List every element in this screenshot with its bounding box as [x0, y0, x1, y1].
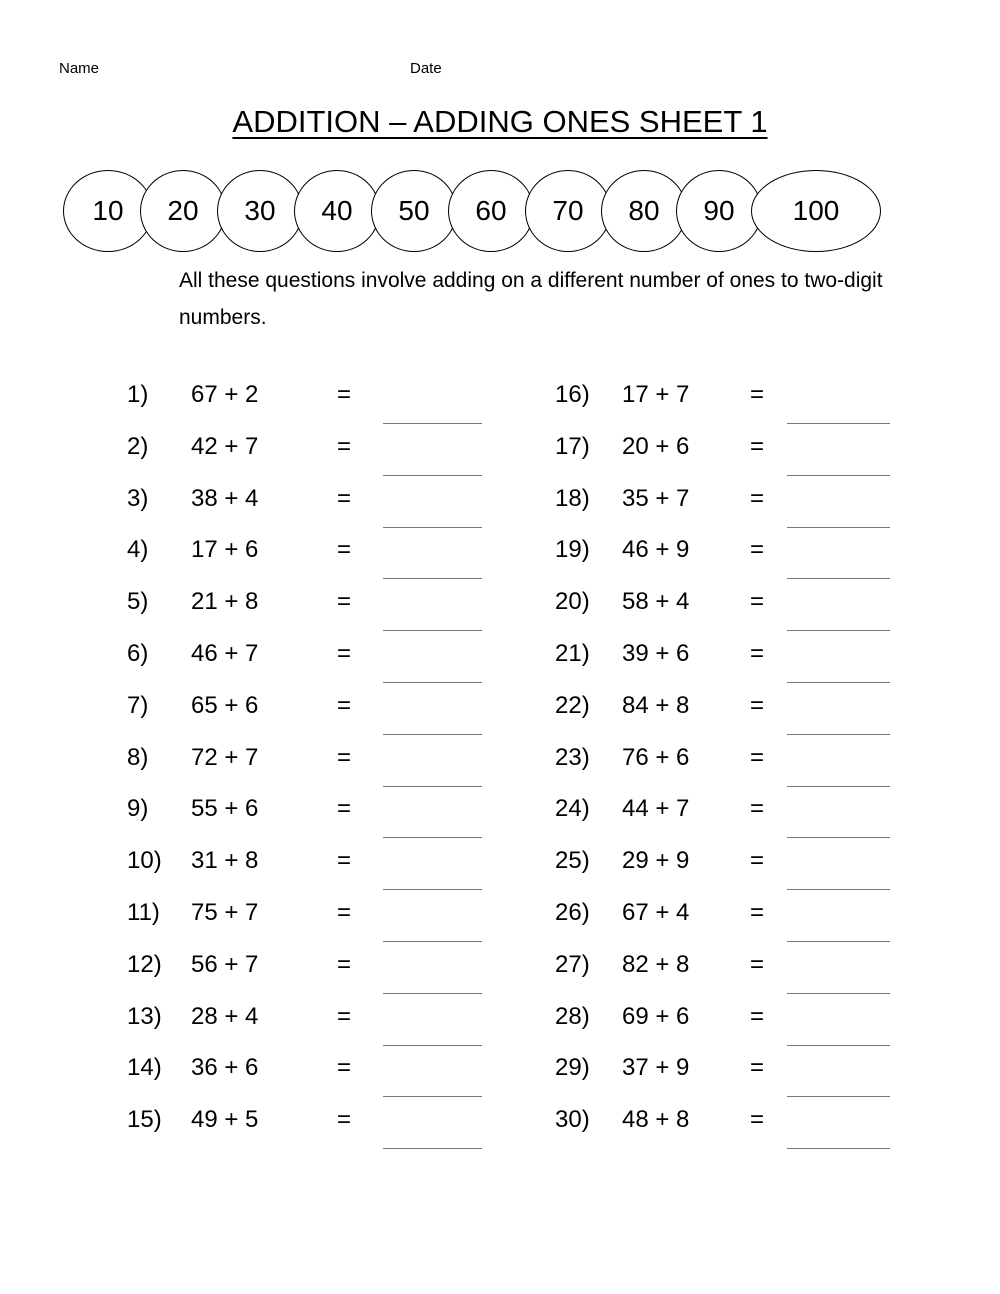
equals-sign: = [337, 795, 352, 823]
number-line [0, 170, 1000, 254]
page-title: ADDITION – ADDING ONES SHEET 1 [232, 104, 768, 139]
question-number: 1) [127, 381, 149, 408]
question-expression: 82 + 8 [622, 950, 690, 978]
equals-sign: = [750, 1054, 765, 1082]
question-expression: 72 + 7 [191, 743, 259, 771]
answer-blank[interactable] [383, 889, 482, 890]
equals-sign: = [750, 1002, 765, 1030]
answer-blank[interactable] [787, 423, 890, 424]
answer-blank[interactable] [383, 1045, 482, 1046]
question-row [0, 692, 1000, 722]
answer-blank[interactable] [383, 682, 482, 683]
question-number: 5) [127, 588, 149, 616]
question-number: 19) [555, 536, 590, 564]
answer-blank[interactable] [787, 1045, 890, 1046]
question-expression: 75 + 7 [191, 899, 259, 926]
question-number: 29) [555, 1054, 590, 1082]
question-number: 6) [127, 640, 149, 667]
answer-blank[interactable] [787, 941, 890, 942]
equals-sign: = [337, 899, 352, 926]
answer-blank[interactable] [787, 837, 890, 838]
equals-sign: = [337, 640, 352, 667]
question-expression: 21 + 8 [191, 588, 259, 616]
equals-sign: = [750, 691, 765, 719]
question-expression: 84 + 8 [622, 691, 690, 719]
number-oval: 70 [525, 170, 611, 252]
equals-sign: = [337, 743, 352, 771]
question-number: 24) [555, 795, 590, 823]
question-number: 17) [555, 432, 590, 460]
answer-blank[interactable] [383, 993, 482, 994]
answer-blank[interactable] [787, 475, 890, 476]
question-number: 21) [555, 640, 590, 667]
equals-sign: = [337, 847, 352, 875]
number-oval: 80 [601, 170, 687, 252]
instructions: All these questions involve adding on a different number of ones to two-digit numbers. [179, 269, 883, 329]
question-number: 12) [127, 950, 162, 978]
equals-sign: = [337, 1054, 352, 1082]
question-row [0, 1003, 1000, 1033]
answer-blank[interactable] [383, 1096, 482, 1097]
question-number: 3) [127, 484, 149, 512]
question-number: 30) [555, 1106, 590, 1134]
question-row [0, 1106, 1000, 1136]
question-row [0, 588, 1000, 618]
question-number: 26) [555, 899, 590, 926]
question-row [0, 640, 1000, 670]
name-label: Name [59, 60, 100, 77]
answer-blank[interactable] [383, 423, 482, 424]
question-number: 8) [127, 743, 149, 771]
answer-blank[interactable] [787, 1096, 890, 1097]
equals-sign: = [337, 588, 352, 616]
question-number: 20) [555, 588, 590, 616]
question-number: 22) [555, 691, 590, 719]
answer-blank[interactable] [383, 786, 482, 787]
equals-sign: = [750, 640, 765, 667]
question-number: 27) [555, 950, 590, 978]
question-expression: 31 + 8 [191, 847, 259, 875]
answer-blank[interactable] [787, 993, 890, 994]
answer-blank[interactable] [383, 941, 482, 942]
question-number: 15) [127, 1106, 162, 1134]
number-oval: 90 [676, 170, 762, 252]
question-number: 16) [555, 381, 590, 408]
equals-sign: = [750, 484, 765, 512]
question-expression: 17 + 6 [191, 536, 259, 564]
equals-sign: = [750, 536, 765, 564]
question-expression: 67 + 4 [622, 899, 690, 926]
question-number: 13) [127, 1002, 162, 1030]
question-number: 10) [127, 847, 162, 875]
equals-sign: = [750, 847, 765, 875]
equals-sign: = [337, 1002, 352, 1030]
number-oval: 30 [217, 170, 303, 252]
equals-sign: = [337, 484, 352, 512]
question-expression: 58 + 4 [622, 588, 690, 616]
question-expression: 37 + 9 [622, 1054, 690, 1082]
question-row [0, 899, 1000, 929]
question-row [0, 485, 1000, 515]
number-oval: 20 [140, 170, 226, 252]
answer-blank[interactable] [383, 475, 482, 476]
answer-blank[interactable] [383, 837, 482, 838]
question-expression: 49 + 5 [191, 1106, 259, 1134]
equals-sign: = [337, 381, 352, 408]
question-number: 25) [555, 847, 590, 875]
question-row [0, 433, 1000, 463]
question-expression: 17 + 7 [622, 381, 690, 408]
question-expression: 29 + 9 [622, 847, 690, 875]
answer-blank[interactable] [787, 889, 890, 890]
equals-sign: = [750, 381, 765, 408]
equals-sign: = [337, 950, 352, 978]
question-number: 14) [127, 1054, 162, 1082]
question-expression: 46 + 9 [622, 536, 690, 564]
question-expression: 76 + 6 [622, 743, 690, 771]
answer-blank[interactable] [383, 578, 482, 579]
equals-sign: = [337, 691, 352, 719]
equals-sign: = [337, 536, 352, 564]
equals-sign: = [337, 1106, 352, 1134]
equals-sign: = [750, 899, 765, 926]
question-number: 23) [555, 743, 590, 771]
answer-blank[interactable] [787, 786, 890, 787]
question-expression: 67 + 2 [191, 381, 259, 408]
answer-blank[interactable] [787, 734, 890, 735]
number-oval: 100 [751, 170, 881, 252]
equals-sign: = [750, 432, 765, 460]
question-row [0, 744, 1000, 774]
question-row [0, 381, 1000, 411]
question-expression: 69 + 6 [622, 1002, 690, 1030]
answer-blank[interactable] [787, 682, 890, 683]
question-expression: 28 + 4 [191, 1002, 259, 1030]
question-row [0, 951, 1000, 981]
question-number: 7) [127, 691, 149, 719]
question-row [0, 795, 1000, 825]
answer-blank[interactable] [383, 734, 482, 735]
equals-sign: = [337, 432, 352, 460]
question-number: 18) [555, 484, 590, 512]
equals-sign: = [750, 950, 765, 978]
number-oval: 60 [448, 170, 534, 252]
answer-blank[interactable] [383, 527, 482, 528]
question-expression: 56 + 7 [191, 950, 259, 978]
question-number: 9) [127, 795, 149, 823]
answer-blank[interactable] [787, 578, 890, 579]
question-number: 28) [555, 1002, 590, 1030]
question-expression: 48 + 8 [622, 1106, 690, 1134]
number-oval: 40 [294, 170, 380, 252]
answer-blank[interactable] [383, 630, 482, 631]
question-expression: 55 + 6 [191, 795, 259, 823]
question-number: 4) [127, 536, 149, 564]
number-oval: 50 [371, 170, 457, 252]
equals-sign: = [750, 795, 765, 823]
equals-sign: = [750, 1106, 765, 1134]
question-expression: 46 + 7 [191, 640, 259, 667]
question-expression: 20 + 6 [622, 432, 690, 460]
number-oval: 10 [63, 170, 153, 252]
question-expression: 35 + 7 [622, 484, 690, 512]
date-label: Date [410, 60, 442, 77]
equals-sign: = [750, 743, 765, 771]
question-number: 11) [127, 899, 160, 926]
question-row [0, 536, 1000, 566]
question-expression: 65 + 6 [191, 691, 259, 719]
answer-blank[interactable] [787, 1148, 890, 1149]
question-row [0, 1054, 1000, 1084]
question-expression: 36 + 6 [191, 1054, 259, 1082]
question-expression: 38 + 4 [191, 484, 259, 512]
question-expression: 39 + 6 [622, 640, 690, 667]
answer-blank[interactable] [383, 1148, 482, 1149]
question-row [0, 847, 1000, 877]
equals-sign: = [750, 588, 765, 616]
question-expression: 44 + 7 [622, 795, 690, 823]
answer-blank[interactable] [787, 527, 890, 528]
question-expression: 42 + 7 [191, 432, 259, 460]
question-number: 2) [127, 432, 149, 460]
answer-blank[interactable] [787, 630, 890, 631]
